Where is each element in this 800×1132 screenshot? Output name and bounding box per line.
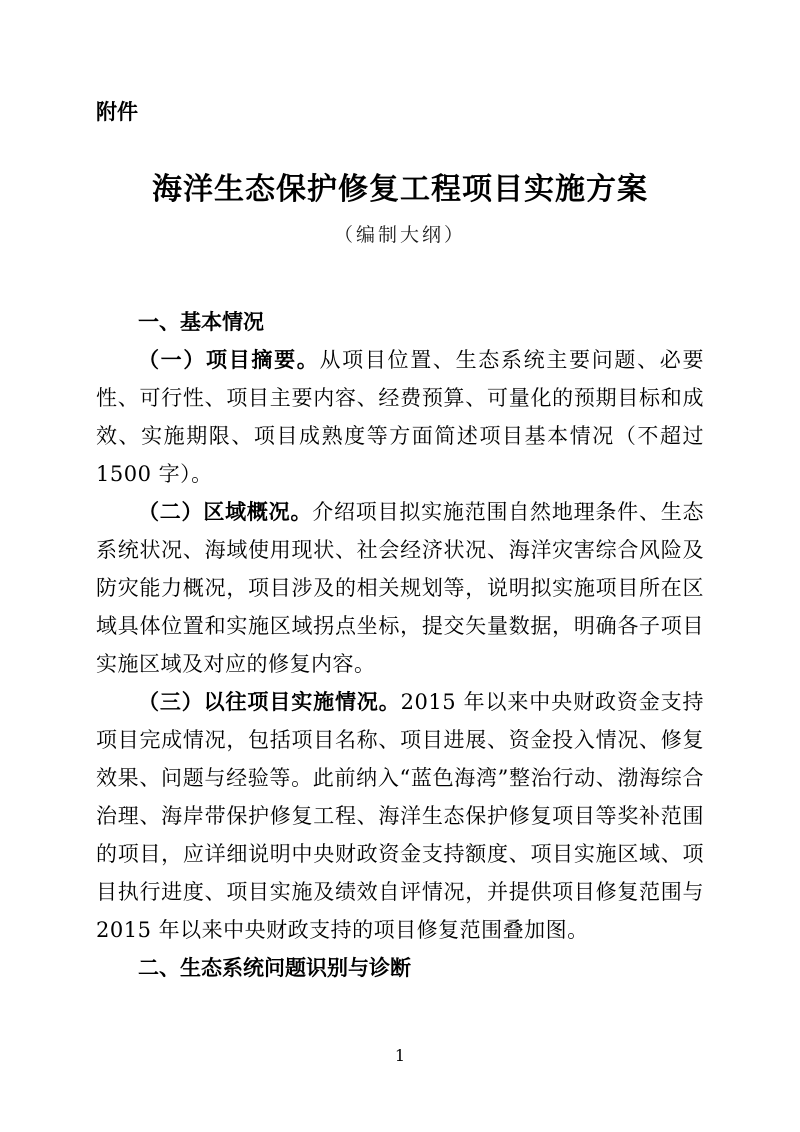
attachment-label: 附件 <box>96 100 138 124</box>
paragraph-body-past-projects: 2015 年以来中央财政资金支持项目完成情况，包括项目名称、项目进展、资金投入情况、修复效果、问题与经验等。此前纳入“蓝色海湾”整治行动、渤海综合治理、海岸带保护修复工程、海洋生态保护修复项目等奖补范围的项目，应详细说明中央财政资金支持额度、项目实施区域、项目执行进度、项目实施及绩效自评情况，并提供项目修复范围与 2015 年以来中央财政支持的项目修复范围叠加图。 <box>96 690 705 942</box>
paragraph-body-project-summary: 从项目位置、生态系统主要问题、必要性、可行性、项目主要内容、经费预算、可量化的预期目标和成效、实施期限、项目成熟度等方面简述项目基本情况（不超过 1500 字）。 <box>96 348 704 486</box>
paragraph-regional-overview <box>96 493 704 683</box>
section-heading-ecosystem-diagnosis: 二、生态系统问题识别与诊断 <box>138 956 411 980</box>
paragraph-lead-project-summary: （一）项目摘要。 <box>138 347 320 372</box>
paragraph-body-regional-overview: 介绍项目拟实施范围自然地理条件、生态系统状况、海域使用现状、社会经济状况、海洋灾害综合风险及防灾能力概况，项目涉及的相关规划等，说明拟实施项目所在区域具体位置和实施区域拐点坐标，提交矢量数据，明确各子项目实施区域及对应的修复内容。 <box>96 500 705 676</box>
section-heading-basic-situation: 一、基本情况 <box>138 310 264 334</box>
document-subtitle: （编制大纲） <box>333 224 466 246</box>
page-number: 1 <box>394 1046 406 1065</box>
paragraph-project-summary <box>96 341 704 493</box>
document-title: 海洋生态保护修复工程项目实施方案 <box>152 172 648 207</box>
paragraph-lead-past-projects: （三）以往项目实施情况。 <box>138 689 401 714</box>
paragraph-lead-regional-overview: （二）区域概况。 <box>138 499 313 524</box>
paragraph-past-projects <box>96 683 704 949</box>
